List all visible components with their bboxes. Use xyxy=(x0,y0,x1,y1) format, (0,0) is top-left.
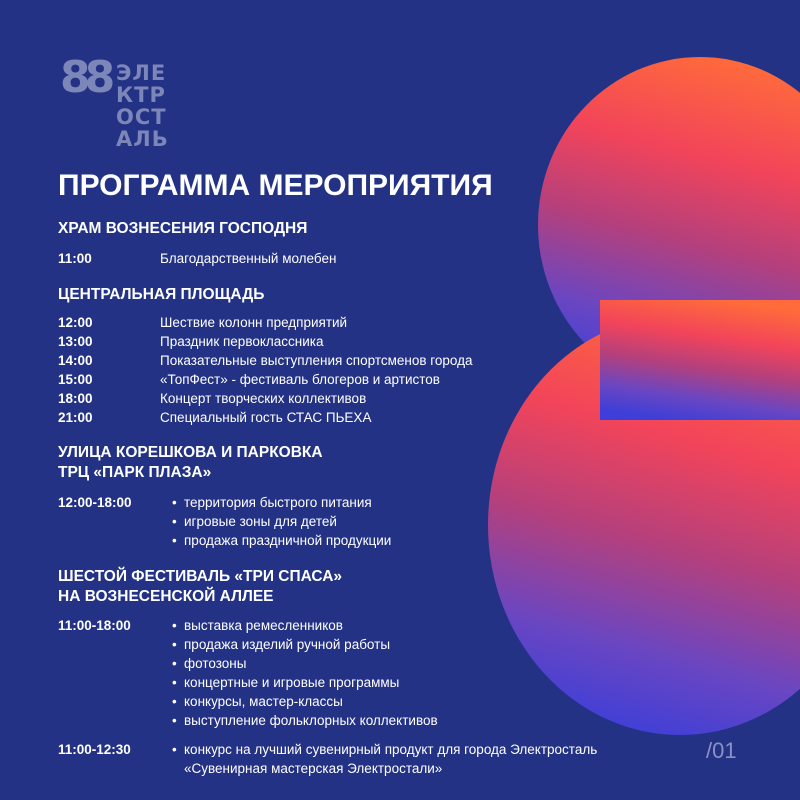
bullet-icon: • xyxy=(172,618,177,633)
schedule-text: Концерт творческих коллективов xyxy=(160,391,367,406)
list-item-text: «Сувенирная мастерская Электростали» xyxy=(184,761,443,776)
schedule-text: Специальный гость СТАС ПЬЕХА xyxy=(160,410,372,425)
list-item-text: игровые зоны для детей xyxy=(184,514,337,529)
schedule-time: 14:00 xyxy=(58,353,93,368)
list-item-text: концертные и игровые программы xyxy=(184,675,400,690)
bullet-icon: • xyxy=(172,533,177,548)
list-item-text: выступление фольклорных коллективов xyxy=(184,713,438,728)
section-title-tri-spasa: ШЕСТОЙ ФЕСТИВАЛЬ «ТРИ СПАСА» НА ВОЗНЕСЕНСКОЙ АЛЛЕЕ xyxy=(58,568,343,605)
bullet-icon: • xyxy=(172,656,177,671)
page-title: ПРОГРАММА МЕРОПРИЯТИЯ xyxy=(58,169,493,202)
schedule-text: Праздник первоклассника xyxy=(160,334,324,349)
list-item-text: выставка ремесленников xyxy=(184,618,343,633)
logo-wordmark xyxy=(116,62,169,150)
schedule-text: Шествие колонн предприятий xyxy=(160,315,348,330)
schedule-text: Благодарственный молебен xyxy=(160,251,337,266)
schedule-time: 12:00 xyxy=(58,315,93,330)
bullet-icon: • xyxy=(172,495,177,510)
schedule-time: 15:00 xyxy=(58,372,93,387)
schedule-time: 11:00-18:00 xyxy=(58,618,131,633)
bullet-icon: • xyxy=(172,694,177,709)
logo-word-line: КТР xyxy=(116,83,166,107)
bullet-icon: • xyxy=(172,713,177,728)
logo-word-line: АЛЬ xyxy=(116,127,169,151)
section-title-hram: ХРАМ ВОЗНЕСЕНИЯ ГОСПОДНЯ xyxy=(58,220,308,237)
schedule-time: 13:00 xyxy=(58,334,93,349)
list-item-text: конкурс на лучший сувенирный продукт для города Электросталь xyxy=(184,742,598,757)
list-item-text: фотозоны xyxy=(184,656,247,671)
schedule-time: 18:00 xyxy=(58,391,93,406)
bullet-icon: • xyxy=(172,675,177,690)
schedule-time: 12:00-18:00 xyxy=(58,495,132,510)
section-title-central-square: ЦЕНТРАЛЬНАЯ ПЛОЩАДЬ xyxy=(58,286,265,303)
list-item-text: продажа праздничной продукции xyxy=(184,533,392,548)
logo-digits: 88 xyxy=(60,52,110,103)
bullet-icon: • xyxy=(172,742,177,757)
schedule-text: Показательные выступления спортсменов города xyxy=(160,353,473,368)
logo-word-line: ОСТ xyxy=(116,105,167,129)
schedule-time: 11:00-12:30 xyxy=(58,742,131,757)
schedule-text: «ТопФест» - фестиваль блогеров и артистов xyxy=(160,372,440,387)
schedule-time: 11:00 xyxy=(58,251,92,266)
schedule-time: 21:00 xyxy=(58,410,93,425)
city-logo xyxy=(60,52,200,156)
section-title-koreshkova: УЛИЦА КОРЕШКОВА И ПАРКОВКА ТРЦ «ПАРК ПЛАЗА» xyxy=(58,444,323,481)
page-number: /01 xyxy=(706,738,737,763)
logo-word-line: ЭЛЕ xyxy=(116,61,167,85)
list-item-text: продажа изделий ручной работы xyxy=(184,637,391,652)
list-item-text: конкурсы, мастер-классы xyxy=(184,694,343,709)
list-item-text: территория быстрого питания xyxy=(184,495,372,510)
bullet-icon: • xyxy=(172,637,177,652)
bullet-icon: • xyxy=(172,514,177,529)
